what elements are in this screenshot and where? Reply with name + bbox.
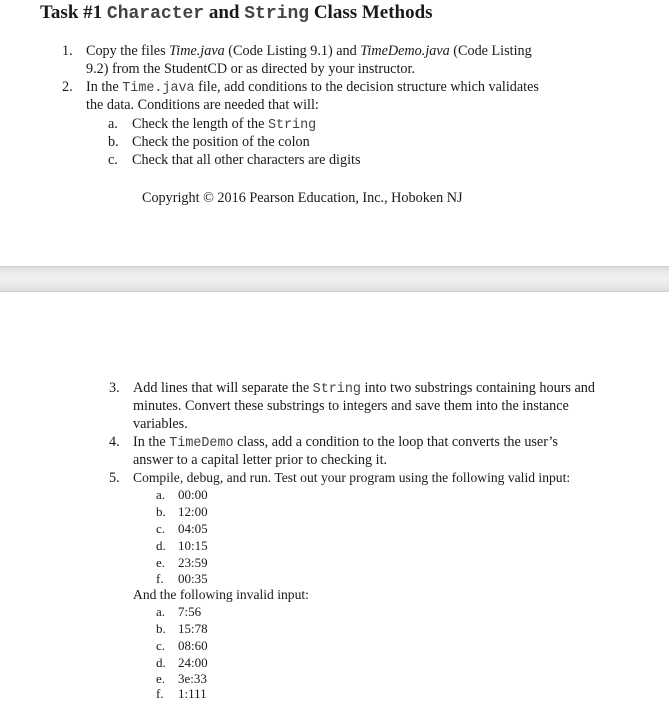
sub-item-letter: b. bbox=[108, 134, 119, 150]
invalid-input-value: 7:56 bbox=[178, 604, 202, 619]
invalid-input-value: 3e:33 bbox=[178, 671, 207, 686]
list-item-text: In the Time.java file, add conditions to the decision structure which validates bbox=[86, 79, 539, 96]
valid-input-value: 00:35 bbox=[178, 571, 208, 586]
valid-input-letter: b. bbox=[156, 504, 166, 519]
sub-item-letter: c. bbox=[108, 152, 118, 168]
sub-item-text: Check that all other characters are digits bbox=[132, 152, 361, 168]
list-item-number: 1. bbox=[62, 43, 73, 59]
sub-item-text: Check the position of the colon bbox=[132, 134, 310, 150]
page-break bbox=[0, 267, 669, 291]
invalid-input-letter: d. bbox=[156, 655, 166, 670]
valid-input-value: 00:00 bbox=[178, 487, 208, 502]
invalid-input-value: 24:00 bbox=[178, 655, 208, 670]
list-item-text-line3: variables. bbox=[133, 416, 188, 432]
list-item-number: 4. bbox=[109, 434, 120, 450]
valid-input-letter: c. bbox=[156, 521, 166, 536]
valid-input-letter: f. bbox=[156, 571, 164, 586]
invalid-input-heading: And the following invalid input: bbox=[133, 587, 309, 602]
valid-input-letter: e. bbox=[156, 555, 166, 570]
page-divider-bottom bbox=[0, 291, 669, 292]
list-item-number: 2. bbox=[62, 79, 73, 95]
list-item-text-line2: 9.2) from the StudentCD or as directed by your instructor. bbox=[86, 61, 416, 77]
invalid-input-value: 1:111 bbox=[178, 686, 207, 701]
valid-input-value: 12:00 bbox=[178, 504, 208, 519]
valid-input-value: 23:59 bbox=[178, 555, 208, 570]
list-item-text: Copy the files Time.java (Code Listing 9.1) and TimeDemo.java (Code Listing bbox=[86, 43, 532, 59]
invalid-input-value: 15:78 bbox=[178, 621, 208, 636]
list-item-text-line2: the data. Conditions are needed that will: bbox=[86, 97, 319, 113]
list-item-text-line2: minutes. Convert these substrings to integers and save them into the instance bbox=[133, 398, 569, 414]
sub-item-text: Check the length of the String bbox=[132, 116, 317, 133]
list-item-text: Compile, debug, and run. Test out your program using the following valid input: bbox=[133, 470, 571, 485]
valid-input-value: 04:05 bbox=[178, 521, 208, 536]
invalid-input-letter: a. bbox=[156, 604, 166, 619]
list-item-number: 3. bbox=[109, 380, 120, 396]
list-item-text: Add lines that will separate the String into two substrings containing hours and bbox=[133, 380, 595, 397]
list-item-text: In the TimeDemo class, add a condition to the loop that converts the user’s bbox=[133, 434, 558, 451]
invalid-input-letter: f. bbox=[156, 686, 164, 701]
copyright-notice: Copyright © 2016 Pearson Education, Inc., Hoboken NJ bbox=[142, 190, 463, 206]
invalid-input-letter: e. bbox=[156, 671, 166, 686]
invalid-input-value: 08:60 bbox=[178, 638, 208, 653]
valid-input-value: 10:15 bbox=[178, 538, 208, 553]
invalid-input-letter: c. bbox=[156, 638, 166, 653]
list-item-text-line2: answer to a capital letter prior to checking it. bbox=[133, 452, 388, 468]
task-title: Task #1 Character and String Class Methods bbox=[40, 2, 433, 24]
invalid-input-letter: b. bbox=[156, 621, 166, 636]
list-item-number: 5. bbox=[109, 470, 120, 486]
valid-input-letter: d. bbox=[156, 538, 166, 553]
valid-input-letter: a. bbox=[156, 487, 166, 502]
sub-item-letter: a. bbox=[108, 116, 118, 132]
